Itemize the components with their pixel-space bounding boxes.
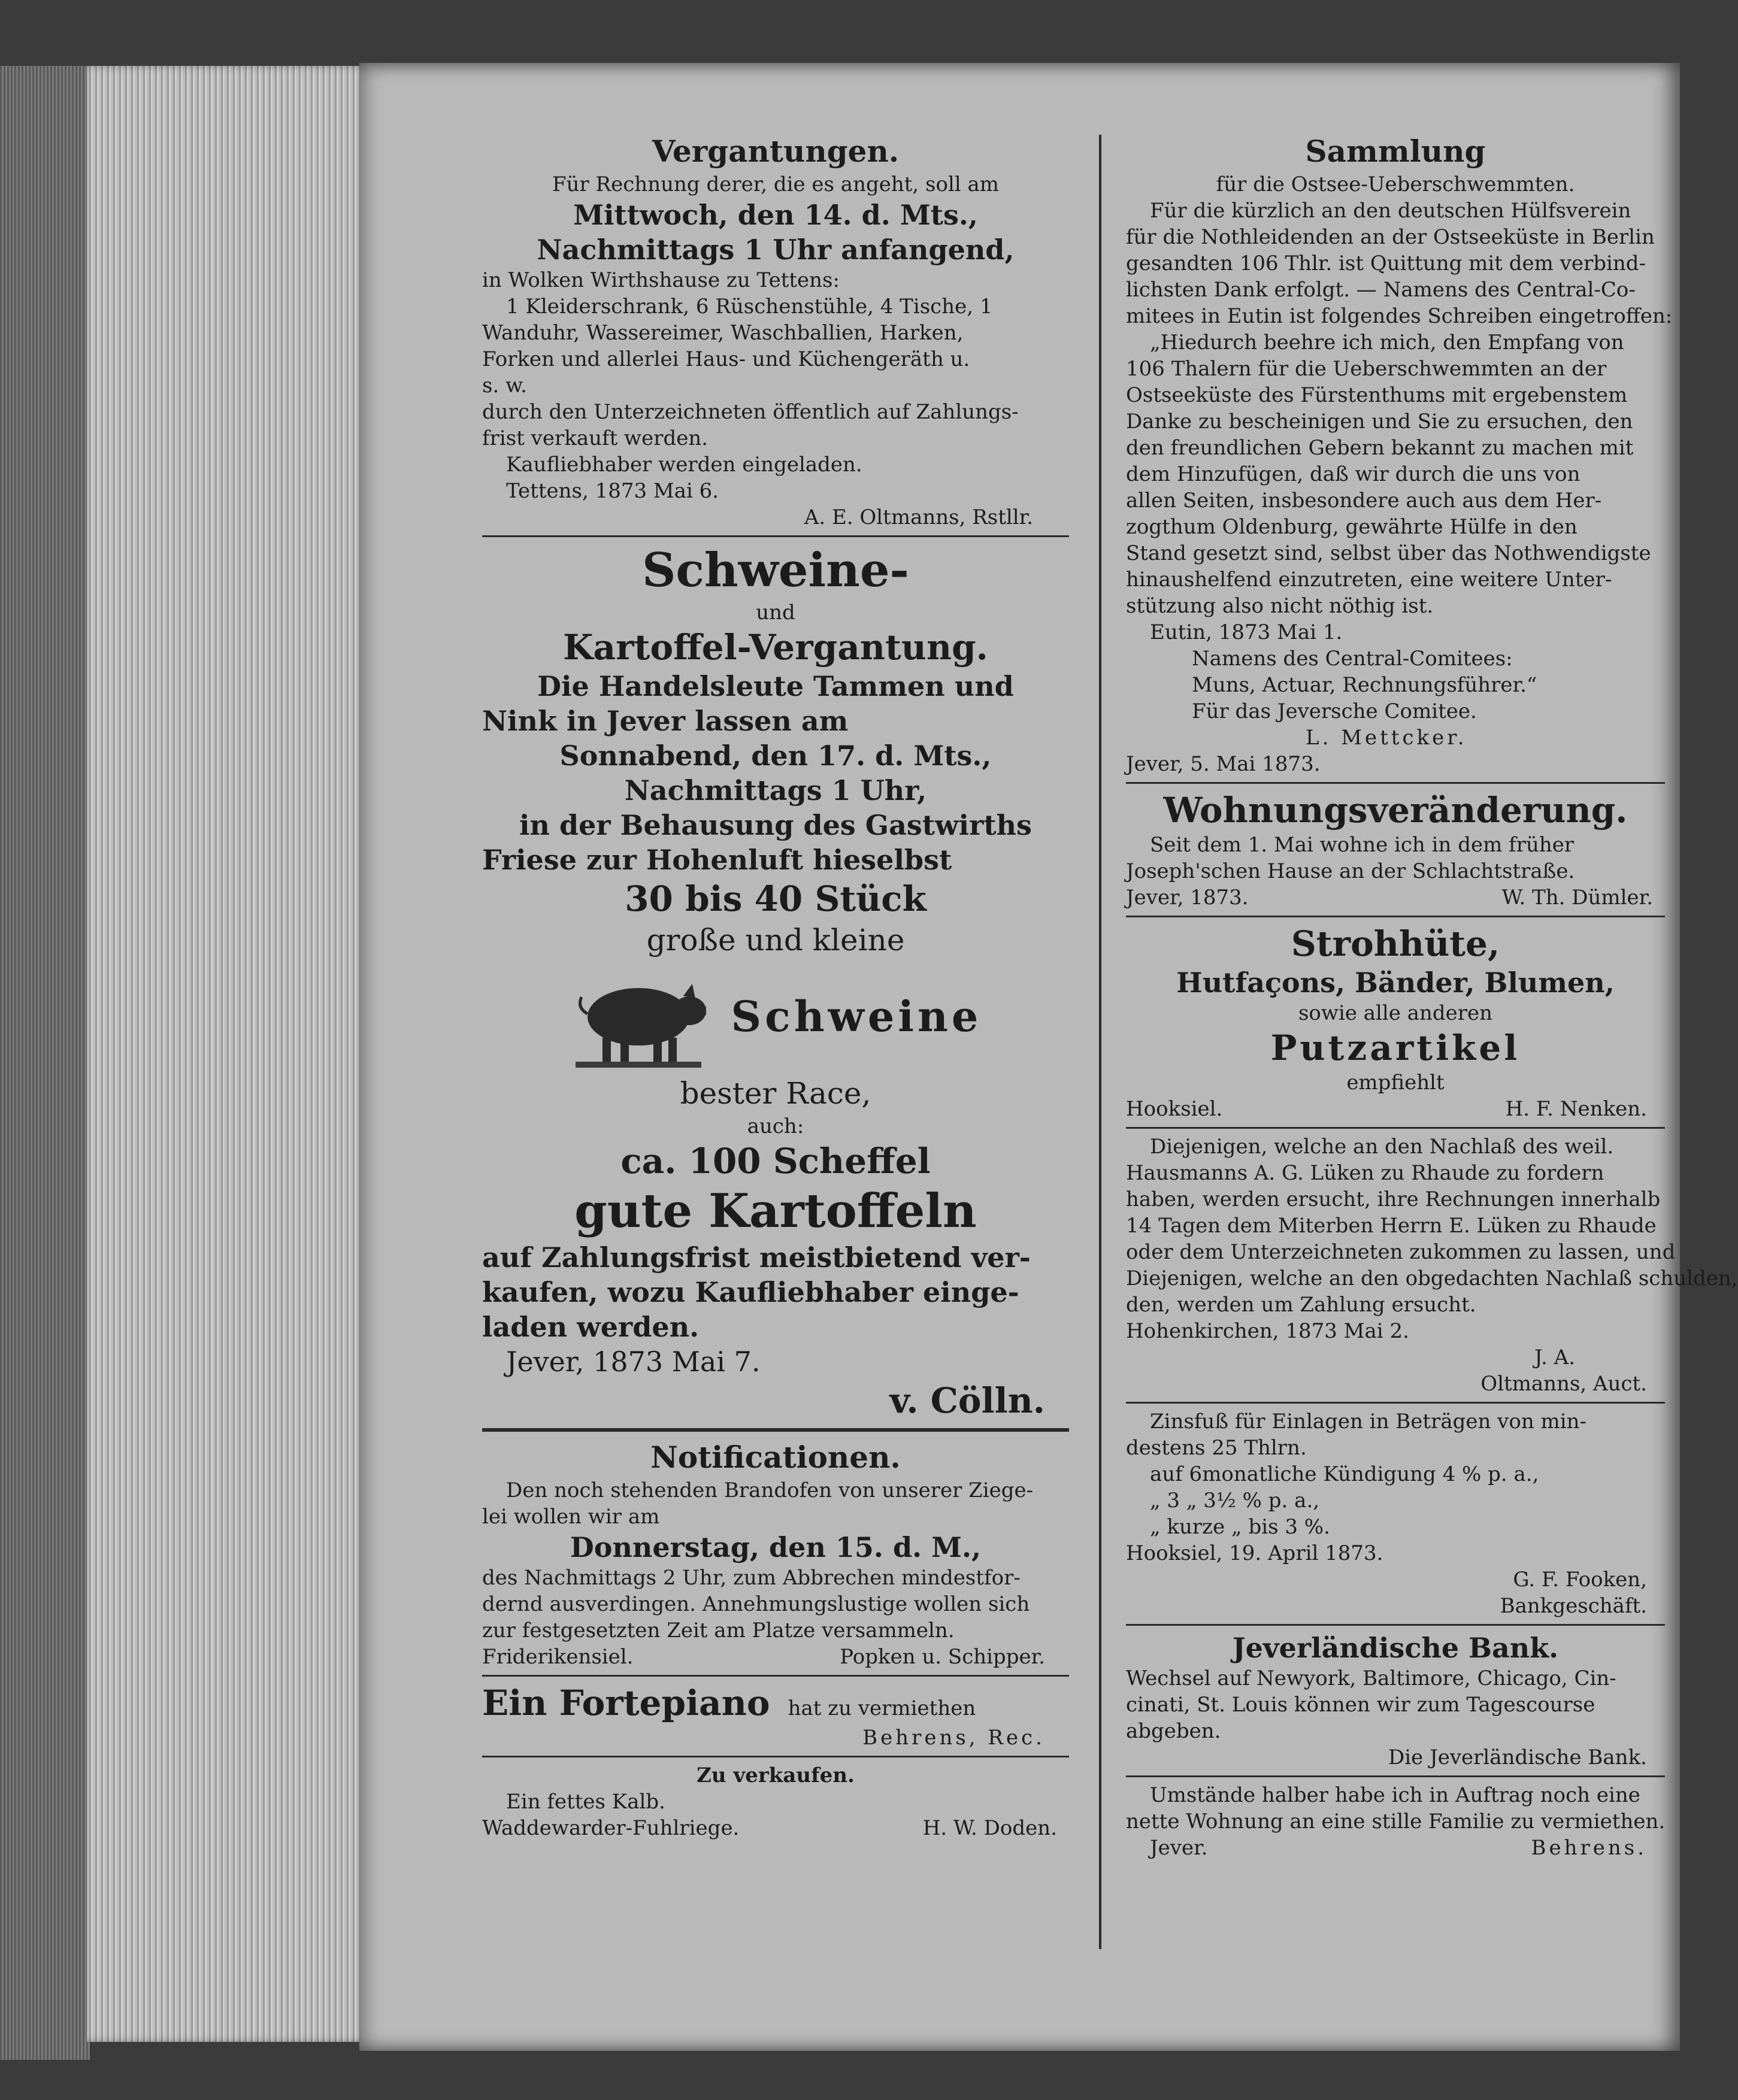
ad-text-line: mitees in Eutin ist folgendes Schreiben eingetroffen: [1126,304,1673,328]
ad-signature: A. E. Oltmanns, Rstllr. [804,505,1033,529]
ad-text-line: s. w. [482,374,527,398]
ad-text-line: den, werden um Zahlung ersucht. [1126,1293,1476,1317]
separator-rule [482,1756,1069,1757]
ad-text-line: Für die kürzlich an den deutschen Hülfsverein [1150,199,1631,223]
separator-rule [1126,1624,1665,1626]
ad-signature: H. F. Nenken. [1505,1097,1647,1121]
ad-signature: H. W. Doden. [922,1816,1057,1840]
ad-title: Vergantungen. [652,134,900,169]
ad-signature: Behrens, Rec. [862,1726,1045,1750]
ad-title: Jeverländische Bank. [1232,1632,1559,1664]
column-divider [1099,135,1101,1949]
ad-text-line: stützung also nicht nöthig ist. [1126,594,1434,618]
ad-text-line: dem Hinzufügen, daß wir durch die uns von [1126,462,1580,486]
ad-rate-line: auf 6monatliche Kündigung 4 % p. a., [1150,1462,1539,1486]
separator-rule [1126,1775,1665,1777]
ad-signature-row [1126,884,1665,911]
ad-fortepiano [482,1681,1069,1751]
ad-subtitle: für die Ostsee-Ueberschwemmten. [1216,172,1575,196]
ad-text-line: cinati, St. Louis können wir zum Tagescourse [1126,1693,1595,1717]
ad-text-line: den freundlichen Gebern bekannt zu machen mit [1126,436,1634,460]
separator-rule [1126,1402,1665,1404]
ad-schweine [482,542,1069,1422]
ad-text-line: kaufen, wozu Kaufliebhaber einge- [482,1276,1019,1308]
pig-icon [570,960,707,1074]
ad-date: Tettens, 1873 Mai 6. [506,479,719,503]
ad-date-line: Mittwoch, den 14. d. Mts., [573,199,978,231]
ad-zinsfuss [1126,1408,1665,1619]
ad-text-line: große und kleine [646,923,905,957]
ad-title: Schweine- [642,543,909,598]
ad-text-line: Forken und allerlei Haus- und Küchengeräth u. [482,347,970,371]
ad-text-line: lichsten Dank erfolgt. — Namens des Central-Co- [1126,278,1636,302]
book-edge [0,66,90,2060]
ad-text-line: nette Wohnung an eine stille Familie zu vermiethen. [1126,1810,1666,1834]
ad-time-line: Nachmittags 1 Uhr anfangend, [537,234,1015,266]
right-column [1126,132,1738,1861]
ad-text-line: haben, werden ersucht, ihre Rechnungen innerhalb [1126,1187,1661,1211]
ad-text-line: Zinsfuß für Einlagen in Beträgen von min- [1150,1410,1587,1434]
separator-rule [1126,916,1665,917]
ad-signature: Oltmanns, Auct. [1480,1372,1647,1396]
ad-place: Jever. [1150,1836,1208,1860]
ad-place: Friderikensiel. [482,1645,634,1669]
ad-date: Jever, 1873 Mai 7. [506,1346,761,1378]
ad-signature-row [1126,1835,1665,1861]
ad-signature: Die Jeverländische Bank. [1388,1746,1647,1769]
ad-text-line: des Nachmittags 2 Uhr, zum Abbrechen mindestfor- [482,1566,1021,1590]
ad-text-line: zur festgesetzten Zeit am Platze versammeln. [482,1619,955,1643]
ad-text-line: „Hiedurch beehre ich mich, den Empfang von [1150,331,1624,354]
ad-fortepiano-row [482,1681,1069,1725]
ad-verkaufen [482,1762,1069,1841]
ad-date-line: Sonnabend, den 17. d. Mts., [559,740,992,772]
ad-signature-line: Bankgeschäft. [1500,1594,1647,1618]
ad-text-line: Friese zur Hohenluft hieselbst [482,844,952,876]
ad-title-connector: und [756,601,795,625]
ad-text-line: bester Race, [680,1076,871,1111]
ad-signature: W. Th. Dümler. [1501,886,1653,910]
ad-title: Kartoffel-Vergantung. [563,627,988,668]
ad-signature-line: Namens des Central-Comitees: [1192,647,1513,671]
ad-umstaende [1126,1782,1665,1861]
ad-text-line: 1 Kleiderschrank, 6 Rüschenstühle, 4 Tische, 1 [506,295,993,319]
ad-text-line: durch den Unterzeichneten öffentlich auf Zahlungs- [482,400,1019,424]
ad-text-line: Diejenigen, welche an den Nachlaß des weil. [1150,1135,1614,1159]
ad-signature-row [482,1815,1069,1841]
ad-text-line: hinaushelfend einzutreten, eine weitere Unter- [1126,568,1612,592]
ad-text-line: Seit dem 1. Mai wohne ich in dem früher [1150,833,1575,857]
ad-text-line: Die Handelsleute Tammen und [537,670,1014,702]
ad-vergantungen [482,132,1069,531]
ad-place: Hooksiel. [1126,1097,1223,1121]
ad-text-line: Stand gesetzt sind, selbst über das Nothwendigste [1126,541,1651,565]
pig-row [482,960,1069,1074]
ad-text-line: 106 Thalern für die Ueberschwemmten an der [1126,357,1607,381]
ad-text-line: in der Behausung des Gastwirths [519,809,1032,841]
separator-rule [1126,782,1665,784]
ad-signature: G. F. Fooken, [1513,1568,1647,1592]
ad-signature-row [482,1644,1069,1670]
ad-date: Eutin, 1873 Mai 1. [1150,620,1343,644]
ad-date: Hooksiel, 19. April 1873. [1126,1541,1383,1565]
ad-signature: L. Mettcker. [1306,726,1467,750]
ad-signature-line: J. A. [1534,1346,1575,1369]
separator-rule [482,535,1069,537]
ad-text-line: für die Nothleidenden an der Ostseeküste in Berlin [1126,225,1655,249]
ad-text-line: frist verkauft werden. [482,426,708,450]
ad-text-line: Für Rechnung derer, die es angeht, soll am [552,172,1000,196]
ad-text-line: dernd ausverdingen. Annehmungslustige wollen sich [482,1592,1030,1616]
ad-text-line: Nink in Jever lassen am [482,705,849,737]
ad-date: Hohenkirchen, 1873 Mai 2. [1126,1319,1409,1343]
ad-date: Jever, 1873. [1126,886,1249,910]
ad-text-line: in Wolken Wirthshause zu Tettens: [482,268,840,292]
ad-quantity-line: ca. 100 Scheffel [620,1141,931,1181]
ad-text-line: abgeben. [1126,1719,1221,1743]
ad-title: Wohnungsveränderung. [1163,790,1628,831]
ad-text-line: Den noch stehenden Brandofen von unserer Ziege- [506,1478,1034,1502]
ad-signature: v. Cölln. [889,1380,1045,1421]
ad-place: Waddewarder-Fuhlriege. [482,1816,740,1840]
ad-strohhuete [1126,922,1665,1122]
ad-signature: Behrens. [1531,1836,1647,1860]
ad-text-line: Wanduhr, Wassereimer, Waschballien, Harken, [482,321,964,345]
ad-text-line: gesandten 106 Thlr. ist Quittung mit dem verbind- [1126,251,1646,275]
ad-text-line: auf Zahlungsfrist meistbietend ver- [482,1241,1031,1274]
ad-text-line: empfiehlt [1346,1071,1445,1095]
ad-signature: Popken u. Schipper. [840,1645,1045,1669]
ad-text-line: Wechsel auf Newyork, Baltimore, Chicago, Cin- [1126,1666,1616,1690]
ad-text-line: zogthum Oldenburg, gewährte Hülfe in den [1126,515,1577,539]
ad-text-line: Ein fettes Kalb. [506,1790,665,1814]
ad-signature-row [1126,1096,1665,1122]
page-stack [87,66,368,2042]
ad-text-line: oder dem Unterzeichneten zukommen zu lassen, und [1126,1240,1676,1264]
ad-text-line: Ostseeküste des Fürstenthums mit ergebenstem [1126,383,1628,407]
left-column [482,132,1069,1841]
ad-title: Notificationen. [650,1440,901,1475]
ad-signature-line: Muns, Actuar, Rechnungsführer.“ [1192,673,1537,697]
separator-rule [482,1675,1069,1677]
ad-title: Strohhüte, [1291,923,1500,964]
ad-text-line: sowie alle anderen [1298,1001,1493,1025]
ad-nachlass [1126,1134,1738,1397]
ad-time-line: Nachmittags 1 Uhr, [624,774,927,807]
ad-text-line: Diejenigen, welche an den obgedachten Nachlaß schulden, [1126,1266,1738,1290]
ad-title: Sammlung [1305,134,1486,169]
ad-text-line: Danke zu bescheinigen und Sie zu ersuchen, den [1126,410,1633,434]
ad-product-line: Putzartikel [1270,1028,1521,1068]
ad-big-word: Ein Fortepiano [482,1683,770,1723]
ad-text-line: 14 Tagen dem Miterben Herrn E. Lüken zu Rhaude [1126,1214,1657,1238]
ad-wohnung [1126,789,1665,911]
ad-text-line: Hutfaçons, Bänder, Blumen, [1176,966,1615,999]
ad-big-word: Schweine [731,992,982,1041]
ad-date-line: Donnerstag, den 15. d. M., [570,1531,982,1563]
ad-text-line: hat zu vermiethen [788,1696,976,1720]
ad-text-line: laden werden. [482,1311,700,1343]
ad-signature-line: Für das Jeversche Comitee. [1192,699,1477,723]
ad-sammlung [1126,132,1673,777]
ad-text-line: lei wollen wir am [482,1505,660,1529]
ad-text-line: Umstände halber habe ich in Auftrag noch eine [1150,1783,1640,1807]
separator-rule [482,1428,1069,1432]
ad-text-line: Joseph'schen Hause an der Schlachtstraße. [1126,859,1575,883]
ad-bank [1126,1631,1665,1771]
ad-date: Jever, 5. Mai 1873. [1126,752,1321,776]
ad-rate-line: „ 3 „ 3½ % p. a., [1150,1489,1320,1513]
ad-title: Zu verkaufen. [697,1763,855,1787]
ad-text-line: Kaufliebhaber werden eingeladen. [506,453,862,477]
separator-rule [1126,1127,1665,1129]
ad-quantity-line: 30 bis 40 Stück [625,878,926,919]
ad-rate-line: „ kurze „ bis 3 %. [1150,1515,1330,1539]
ad-product-line: gute Kartoffeln [574,1184,977,1238]
ad-text-line: auch: [747,1114,804,1138]
ad-notificationen [482,1438,1069,1670]
ad-text-line: allen Seiten, insbesondere auch aus dem Her- [1126,489,1602,513]
ad-text-line: Hausmanns A. G. Lüken zu Rhaude zu fordern [1126,1161,1604,1185]
ad-text-line: destens 25 Thlrn. [1126,1436,1307,1460]
